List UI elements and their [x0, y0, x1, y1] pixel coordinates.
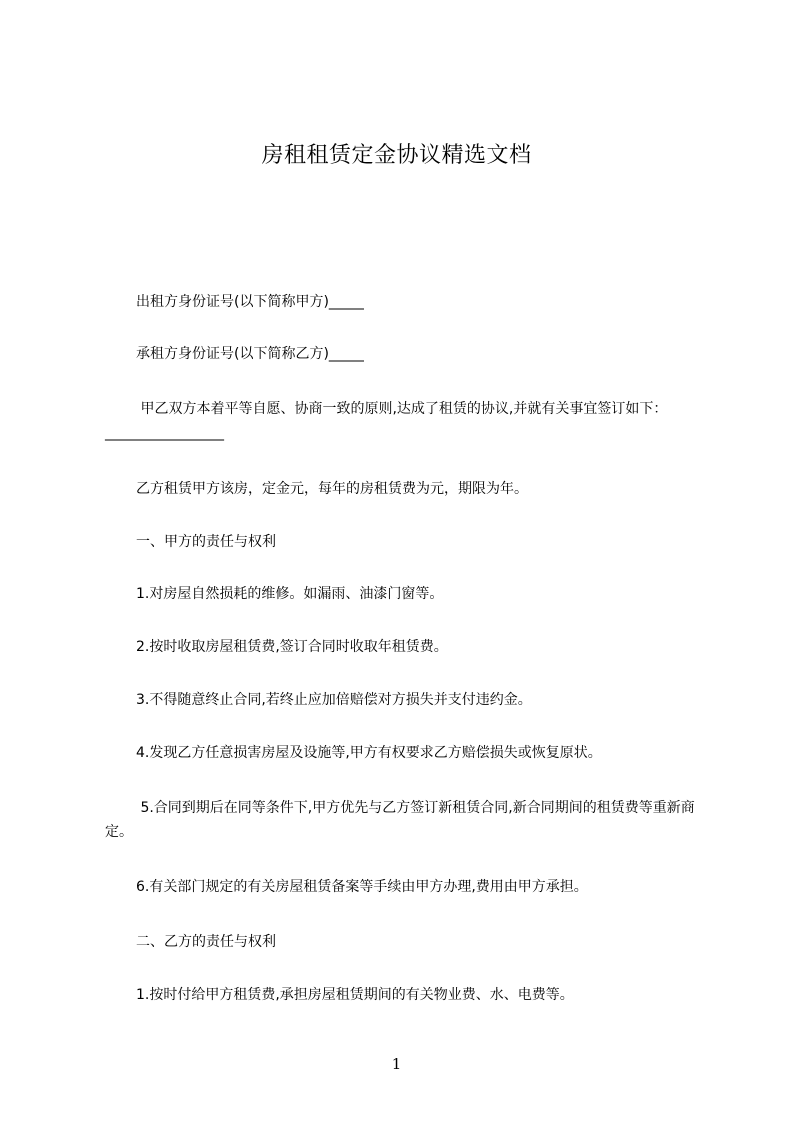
paragraph-agreement-intro: 甲乙双方本着平等自愿、协商一致的原则,达成了租赁的协议,并就有关事宜签订如下：_________________ [105, 401, 668, 441]
document-title: 房租租赁定金协议精选文档 [261, 143, 532, 168]
paragraph-lessee-id: 承租方身份证号(以下简称乙方)_____ [136, 346, 364, 362]
clause-a-1: 1.对房屋自然损耗的维修。如漏雨、油漆门窗等。 [136, 586, 444, 602]
page-number: 1 [391, 1055, 402, 1073]
clause-a-6: 6.有关部门规定的有关房屋租赁备案等手续由甲方办理,费用由甲方承担。 [136, 879, 588, 895]
clause-a-3: 3.不得随意终止合同,若终止应加倍赔偿对方损失并支付违约金。 [136, 692, 532, 708]
clause-a-4: 4.发现乙方任意损害房屋及设施等,甲方有权要求乙方赔偿损失或恢复原状。 [136, 745, 602, 761]
clause-a-5: 5.合同到期后在同等条件下,甲方优先与乙方签订新租赁合同,新合同期间的租赁费等重新商定。 [105, 800, 695, 840]
paragraph-lessor-id: 出租方身份证号(以下简称甲方)_____ [136, 294, 364, 310]
section-heading-party-b: 二、乙方的责任与权利 [136, 934, 276, 950]
clause-a-2: 2.按时收取房屋租赁费,签订合同时收取年租赁费。 [136, 639, 448, 655]
paragraph-deposit-terms: 乙方租赁甲方该房，定金元，每年的房租赁费为元，期限为年。 [136, 481, 528, 497]
clause-b-1: 1.按时付给甲方租赁费,承担房屋租赁期间的有关物业费、水、电费等。 [136, 987, 574, 1003]
section-heading-party-a: 一、甲方的责任与权利 [136, 534, 276, 550]
